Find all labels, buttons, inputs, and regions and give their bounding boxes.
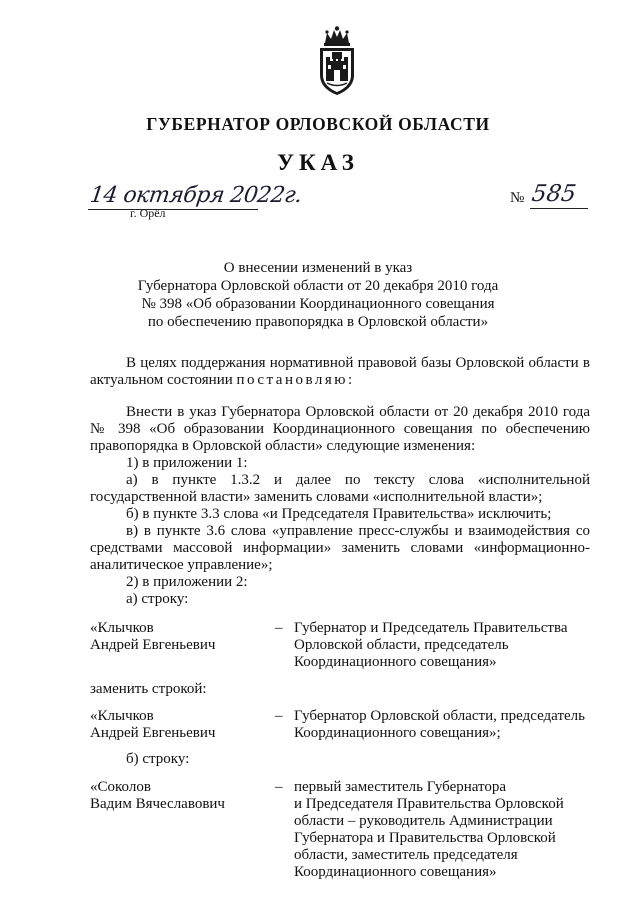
number-underline: [530, 208, 588, 209]
preamble-paragraph: [90, 355, 590, 389]
person-given-names: Андрей Евгеньевич: [90, 725, 216, 741]
item-2b: б) строку:: [126, 751, 190, 767]
person-surname: «Клычков: [90, 708, 154, 724]
item-2: 2) в приложении 2:: [126, 574, 248, 590]
row-3-dash: –: [275, 779, 283, 795]
row-3-name: [90, 779, 225, 813]
position-line: области – руководитель Администрации: [294, 813, 553, 829]
preamble-text: В целях поддержания нормативной правовой базы Орловской области в актуальном состоянии: [90, 355, 590, 388]
document-title: [0, 260, 636, 332]
item-1b: б) в пункте 3.3 слова «и Председателя Правительства» исключить;: [126, 506, 552, 522]
position-line: Орловской области, председатель: [294, 637, 509, 653]
person-given-names: Вадим Вячеславович: [90, 796, 225, 812]
title-line: Губернатора Орловской области от 20 декабря 2010 года: [137, 278, 499, 294]
person-given-names: Андрей Евгеньевич: [90, 637, 216, 653]
preamble-keyword: постановляю:: [236, 372, 355, 388]
item-1c: в) в пункте 3.6 слова «управление пресс-службы и взаимодействия со средствами массовой информации» заменить словами «информационно-аналитическое управление»;: [90, 523, 590, 573]
replace-with-label: заменить строкой:: [90, 681, 207, 697]
position-line: первый заместитель Губернатора: [294, 779, 507, 795]
position-line: Координационного совещания»;: [294, 725, 501, 741]
handwritten-date: 14 октября 2022г.: [88, 183, 304, 208]
row-1-dash: –: [275, 620, 283, 636]
row-2-name: [90, 708, 215, 742]
item-1a: а) в пункте 1.3.2 и далее по тексту слова «исполнительной государственной власти» заменить словами «исполнительной власти»;: [90, 472, 590, 505]
title-line: № 398 «Об образовании Координационного совещания: [141, 296, 495, 312]
item-2a: а) строку:: [126, 591, 189, 607]
row-1-name: [90, 620, 215, 654]
handwritten-number: 585: [530, 181, 578, 207]
row-3-position: [294, 779, 590, 881]
document-type-heading: УКАЗ: [277, 150, 359, 175]
person-surname: «Клычков: [90, 620, 154, 636]
position-line: Губернатор и Председатель Правительства: [294, 620, 568, 636]
row-1-position: [294, 620, 590, 671]
coat-of-arms-emblem: [313, 25, 361, 97]
position-line: и Председателя Правительства Орловской: [294, 796, 564, 812]
authority-heading: ГУБЕРНАТОР ОРЛОВСКОЙ ОБЛАСТИ: [146, 114, 490, 134]
title-line: О внесении изменений в указ: [223, 260, 413, 276]
issuing-city: г. Орёл: [130, 206, 166, 220]
position-line: Губернатора и Правительства Орловской: [294, 830, 556, 846]
position-line: области, заместитель председателя: [294, 847, 518, 863]
date-underline: [88, 209, 258, 210]
number-label: №: [510, 190, 525, 206]
item-1: 1) в приложении 1:: [126, 455, 248, 471]
position-line: Координационного совещания»: [294, 654, 497, 670]
row-2-position: [294, 708, 590, 742]
person-surname: «Соколов: [90, 779, 151, 795]
position-line: Координационного совещания»: [294, 864, 497, 880]
title-line: по обеспечению правопорядка в Орловской области»: [147, 314, 489, 330]
body-intro: Внести в указ Губернатора Орловской области от 20 декабря 2010 года № 398 «Об образовании Координационного совещания по обеспечению правопорядка в Орловской области» следующие изменения:: [90, 404, 590, 454]
position-line: Губернатор Орловской области, председатель: [294, 708, 585, 724]
row-2-dash: –: [275, 708, 283, 724]
